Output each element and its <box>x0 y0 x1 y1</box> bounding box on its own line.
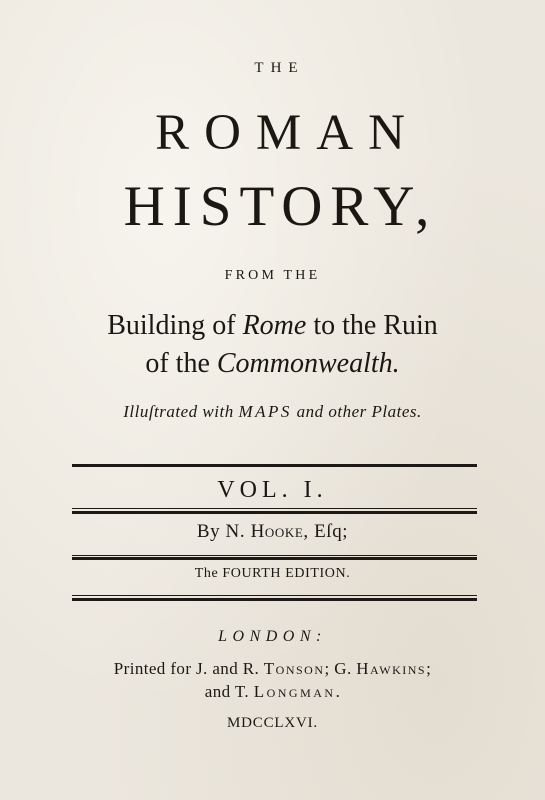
imprint-text: and T. <box>204 682 254 701</box>
rule-thick <box>72 598 477 601</box>
rule-thick <box>72 511 477 514</box>
subtitle-commonwealth: Commonwealth. <box>216 348 400 379</box>
rule-thick <box>72 464 477 467</box>
volume-label: VOL. I. <box>217 477 328 503</box>
from-the-line: FROM THE <box>224 268 321 283</box>
subtitle-building-line <box>0 312 545 340</box>
imprint-longman-line <box>0 683 545 700</box>
edition-line: The FOURTH EDITION. <box>194 566 351 581</box>
imprint-hawkins: Hawkins <box>356 659 427 678</box>
rule-thin <box>72 555 477 556</box>
author-name: Hooke <box>250 521 304 542</box>
title-roman: ROMAN <box>155 105 420 161</box>
subtitle-text: to the Ruin <box>306 310 438 341</box>
imprint-tonson: Tonson <box>263 659 325 678</box>
rule-thin <box>72 508 477 509</box>
subtitle-rome: Rome <box>242 310 307 341</box>
subtitle-commonwealth-line <box>0 350 545 378</box>
imprint-longman: Longman <box>253 682 336 701</box>
illustrated-line <box>0 403 545 420</box>
illustrated-text: Illuſtrated with <box>123 402 239 421</box>
imprint-text: Printed for J. and R. <box>113 659 264 678</box>
subtitle-text: Building of <box>107 310 243 341</box>
subtitle-text: of the <box>145 348 217 379</box>
rule-thin <box>72 595 477 596</box>
imprint-year: MDCCLXVI. <box>227 715 318 731</box>
imprint-text: . <box>335 682 341 701</box>
imprint-text: ; <box>426 659 432 678</box>
imprint-text: ; G. <box>324 659 357 678</box>
illustrated-maps: MAPS <box>238 402 292 421</box>
title-history: HISTORY, <box>123 175 438 238</box>
author-text: By N. <box>196 521 251 542</box>
the-heading: THE <box>254 60 305 76</box>
imprint-city: LONDON: <box>218 628 327 645</box>
author-line <box>0 522 545 541</box>
imprint-printed-for <box>0 660 545 677</box>
rule-thick <box>72 557 477 560</box>
illustrated-text: and other Plates. <box>291 402 422 421</box>
author-text: , Eſq; <box>303 521 349 542</box>
